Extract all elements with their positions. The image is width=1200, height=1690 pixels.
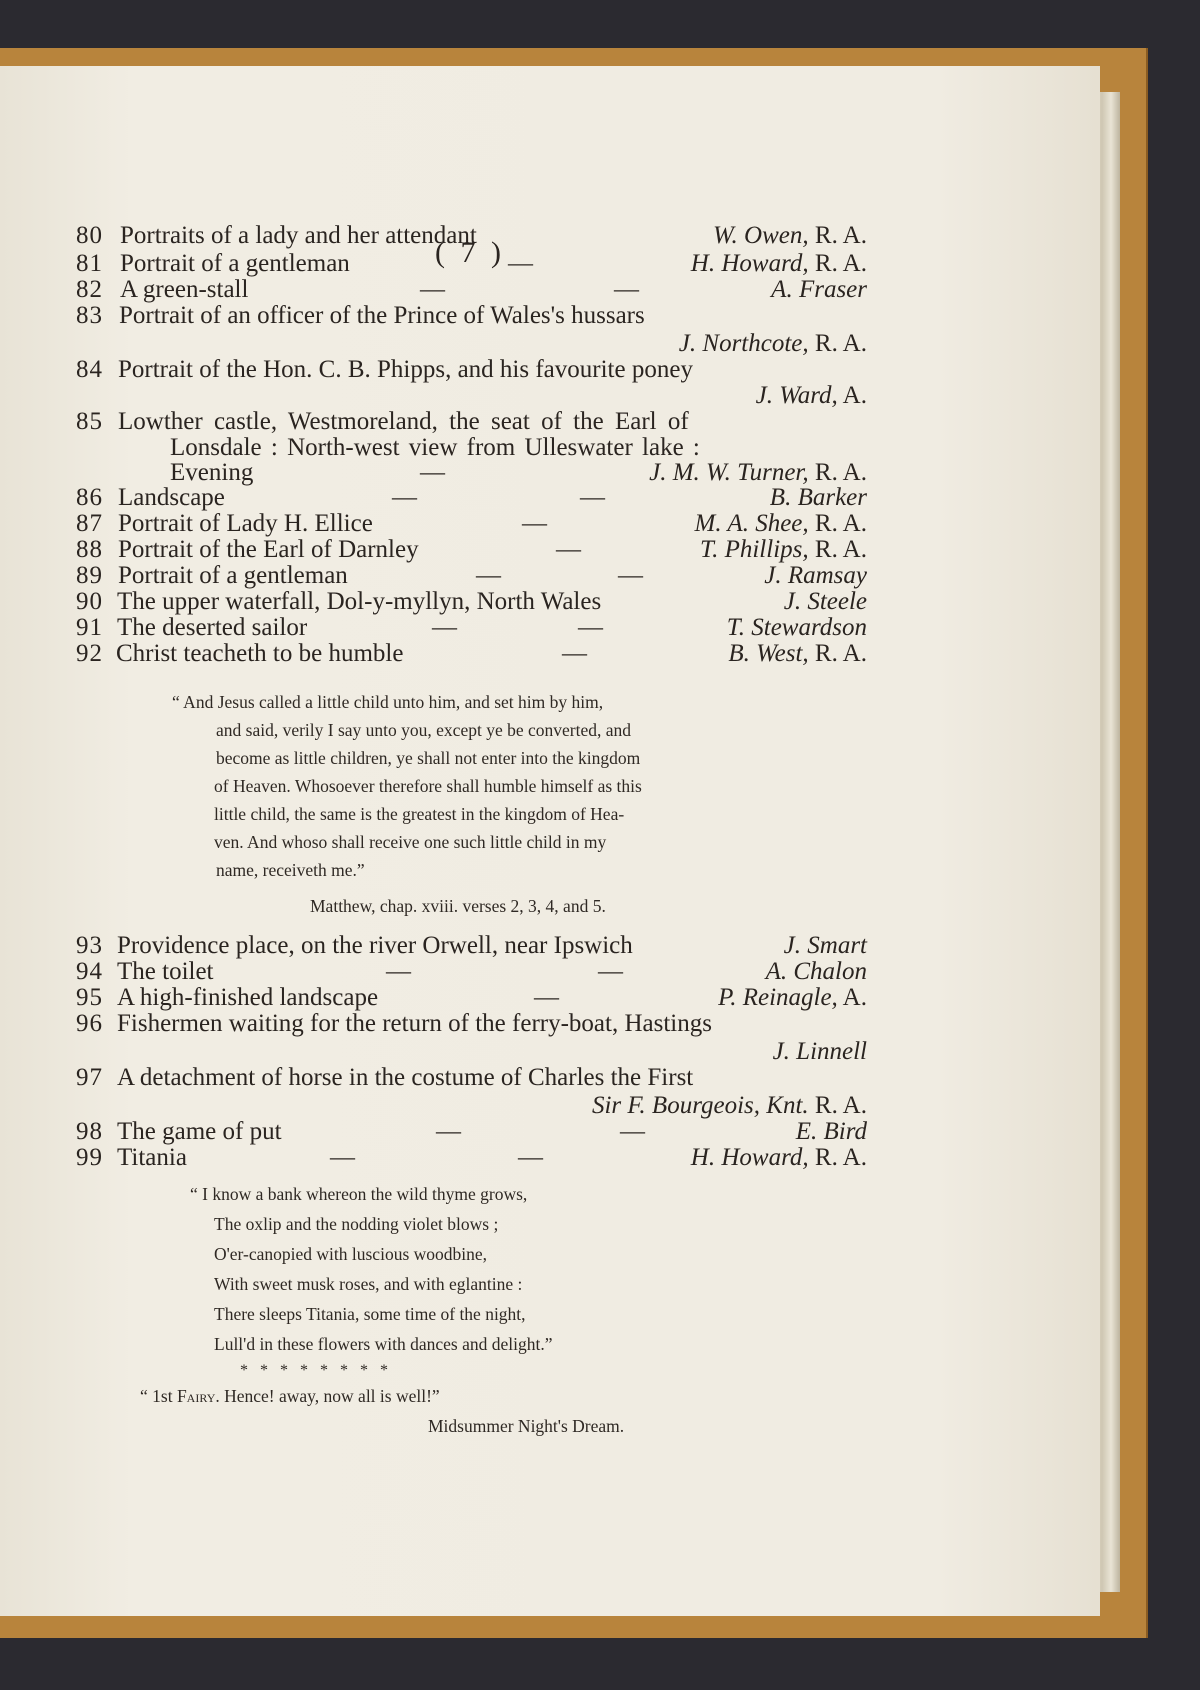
dash: — <box>556 536 581 563</box>
dash: — <box>578 614 603 641</box>
entry-number: 80 <box>76 222 103 249</box>
academy-rank: R. A. <box>808 459 867 486</box>
entry-title: The deserted sailor <box>117 614 308 641</box>
entry-artist <box>773 1038 867 1066</box>
entry-number: 83 <box>76 302 103 329</box>
academy-rank: R. A. <box>808 1092 867 1119</box>
entry-number: 96 <box>76 1010 103 1037</box>
entry-number: 82 <box>76 276 103 303</box>
catalogue-entry-93 <box>0 932 1100 960</box>
artist-name: P. Reinagle, <box>718 984 838 1011</box>
entry-number: 89 <box>76 562 103 589</box>
artist-name: J. Ramsay <box>764 562 867 589</box>
entry-number: 97 <box>76 1064 103 1091</box>
entry-title: A green-stall <box>120 276 249 303</box>
dash: — <box>518 1144 543 1171</box>
entry-artist <box>766 958 867 986</box>
fairy-text: Hence! away, now all is well!” <box>219 1386 440 1406</box>
entry-artist <box>718 984 867 1012</box>
dash: — <box>618 562 643 589</box>
artist-name: Sir F. Bourgeois, Knt. <box>591 1092 809 1119</box>
catalogue-entry-88 <box>0 536 1100 564</box>
artist-name: B. Barker <box>769 484 867 511</box>
entry-artist <box>770 484 867 512</box>
quote-line: and said, verily I say unto you, except ye be converted, and <box>216 720 632 740</box>
academy-rank: R. A. <box>808 1144 867 1171</box>
academy-rank: R. A. <box>808 510 867 537</box>
dash: — <box>562 640 587 667</box>
entry-title: Providence place, on the river Orwell, near Ipswich <box>117 932 633 959</box>
entry-artist <box>784 588 867 616</box>
dash: — <box>386 958 411 985</box>
entry-title: Fishermen waiting for the return of the ferry-boat, Hastings <box>117 1010 712 1037</box>
entry-number: 86 <box>76 484 103 511</box>
artist-name: J. Smart <box>783 932 867 959</box>
catalogue-entry-84 <box>0 356 1100 384</box>
entry-artist <box>727 614 867 642</box>
entry-artist <box>691 250 867 278</box>
artist-name: B. West, <box>728 640 809 667</box>
catalogue-entry-83 <box>0 302 1100 330</box>
artist-name: T. Phillips, <box>700 536 809 563</box>
entry-title-continued: Lonsdale : North-west view from Ulleswater lake : <box>170 434 700 461</box>
dash: — <box>476 562 501 589</box>
catalogue-entry-96-artist <box>0 1038 1100 1066</box>
quote-line: name, receiveth me.” <box>216 860 365 880</box>
dash: — <box>392 484 417 511</box>
page-number: ( 7 ) <box>435 236 505 269</box>
dash: — <box>614 276 639 303</box>
quote-line: “ And Jesus called a little child unto him, and set him by him, <box>172 692 604 712</box>
entry-number: 91 <box>76 614 103 641</box>
entry-number: 87 <box>76 510 103 537</box>
entry-artist <box>713 222 867 250</box>
dash: — <box>598 958 623 985</box>
entry-number: 94 <box>76 958 103 985</box>
artist-name: J. Steele <box>783 588 867 615</box>
dash: — <box>436 1118 461 1145</box>
academy-rank: A. <box>837 382 867 409</box>
academy-rank: R. A. <box>808 536 867 563</box>
academy-rank: R. A. <box>808 250 867 277</box>
entry-title: Portrait of an officer of the Prince of Wales's hussars <box>119 302 645 329</box>
entry-number: 85 <box>76 408 103 435</box>
entry-title: The upper waterfall, Dol-y-myllyn, North Wales <box>117 588 602 615</box>
academy-rank: R. A. <box>808 640 867 667</box>
entry-number: 81 <box>76 250 103 277</box>
quote-line: become as little children, ye shall not enter into the kingdom <box>216 748 641 768</box>
artist-name: T. Stewardson <box>726 614 867 641</box>
dash: — <box>620 1118 645 1145</box>
entry-artist <box>649 459 867 487</box>
quote-line: The oxlip and the nodding violet blows ; <box>214 1214 499 1234</box>
quote-line: O'er-canopied with luscious woodbine, <box>214 1244 488 1264</box>
catalogue-entry-95 <box>0 984 1100 1012</box>
entry-number: 98 <box>76 1118 103 1145</box>
entry-title: Christ teacheth to be humble <box>116 640 404 667</box>
artist-name: H. Howard, <box>690 1144 809 1171</box>
entry-number: 93 <box>76 932 103 959</box>
entry-title: Portrait of the Hon. C. B. Phipps, and his favourite poney <box>118 356 693 383</box>
entry-title: Titania <box>117 1144 187 1171</box>
entry-artist <box>592 1092 867 1120</box>
artist-name: M. A. Shee, <box>694 510 809 537</box>
catalogue-entry-86 <box>0 484 1100 512</box>
catalogue-entry-87 <box>0 510 1100 538</box>
quote-line: of Heaven. Whosoever therefore shall humble himself as this <box>214 776 642 796</box>
entry-title-continued: Evening <box>170 459 254 486</box>
catalogue-entry-98 <box>0 1118 1100 1146</box>
dash: — <box>522 510 547 537</box>
artist-name: E. Bird <box>795 1118 867 1145</box>
entry-number: 99 <box>76 1144 103 1171</box>
catalogue-entry-85-cont2 <box>0 459 1100 487</box>
quote-line: There sleeps Titania, some time of the night, <box>214 1304 526 1324</box>
asterism: * * * * * * * * <box>240 1362 388 1379</box>
catalogue-entry-94 <box>0 958 1100 986</box>
entry-number: 88 <box>76 536 103 563</box>
fairy-prefix: “ 1st <box>140 1386 177 1406</box>
quote-line: ven. And whoso shall receive one such little child in my <box>214 832 607 852</box>
entry-title: The game of put <box>117 1118 282 1145</box>
entry-title: Portraits of a lady and her attendant <box>120 222 477 249</box>
artist-name: W. Owen, <box>713 222 809 249</box>
entry-artist <box>756 382 867 410</box>
dash: — <box>432 614 457 641</box>
artist-name: J. Linnell <box>772 1038 867 1065</box>
academy-rank: R. A. <box>808 222 867 249</box>
entry-artist <box>771 276 867 304</box>
quote-line: With sweet musk roses, and with eglantine : <box>214 1274 523 1294</box>
dash: — <box>580 484 605 511</box>
quote-source: Matthew, chap. xviii. verses 2, 3, 4, and 5. <box>310 896 606 916</box>
dash: — <box>330 1144 355 1171</box>
artist-name: J. Ward, <box>755 382 838 409</box>
catalogue-entry-83-artist <box>0 330 1100 358</box>
academy-rank: R. A. <box>808 330 867 357</box>
catalogue-entry-90 <box>0 588 1100 616</box>
entry-title: Lowther castle, Westmoreland, the seat of the Earl of <box>118 408 689 435</box>
artist-name: A. Chalon <box>765 958 867 985</box>
catalogue-entry-97 <box>0 1064 1100 1092</box>
artist-name: A. Fraser <box>771 276 867 303</box>
entry-title: The toilet <box>117 958 214 985</box>
catalogue-entry-89 <box>0 562 1100 590</box>
entry-number: 92 <box>76 640 103 667</box>
catalogue-page <box>0 66 1100 1616</box>
academy-rank: A. <box>837 984 867 1011</box>
entry-title: Portrait of the Earl of Darnley <box>118 536 419 563</box>
entry-artist <box>728 640 867 668</box>
entry-artist <box>796 1118 867 1146</box>
dash: — <box>508 250 533 277</box>
catalogue-entry-97-artist <box>0 1092 1100 1120</box>
dash: — <box>420 276 445 303</box>
entry-title: Landscape <box>118 484 225 511</box>
catalogue-entry-85-cont <box>0 434 1100 462</box>
entry-number: 90 <box>76 588 103 615</box>
catalogue-entry-82 <box>0 276 1100 304</box>
dash: — <box>534 984 559 1011</box>
catalogue-entry-85 <box>0 408 1100 436</box>
dash: — <box>420 459 445 486</box>
entry-number: 95 <box>76 984 103 1011</box>
quote-line: little child, the same is the greatest in the kingdom of Hea- <box>214 804 625 824</box>
catalogue-entry-99 <box>0 1144 1100 1172</box>
artist-name: J. M. W. Turner, <box>649 459 809 486</box>
catalogue-entry-80 <box>0 222 1100 250</box>
quote-source: Midsummer Night's Dream. <box>428 1416 625 1436</box>
entry-artist <box>695 510 867 538</box>
fairy-speaker: Fairy. <box>176 1386 220 1406</box>
fairy-line <box>140 1386 440 1407</box>
entry-artist <box>784 932 867 960</box>
entry-artist <box>691 1144 867 1172</box>
entry-title: A detachment of horse in the costume of Charles the First <box>117 1064 694 1091</box>
catalogue-entry-91 <box>0 614 1100 642</box>
catalogue-entry-96 <box>0 1010 1100 1038</box>
entry-number: 84 <box>76 356 103 383</box>
artist-name: J. Northcote, <box>678 330 809 357</box>
entry-title: Portrait of a gentleman <box>120 250 350 277</box>
quote-line: “ I know a bank whereon the wild thyme grows, <box>190 1184 528 1204</box>
catalogue-entry-92 <box>0 640 1100 668</box>
entry-title: A high-finished landscape <box>117 984 379 1011</box>
artist-name: H. Howard, <box>690 250 809 277</box>
quote-line: Lull'd in these flowers with dances and delight.” <box>214 1334 553 1354</box>
entry-artist <box>764 562 867 590</box>
entry-artist <box>679 330 867 358</box>
entry-artist <box>700 536 867 564</box>
entry-title: Portrait of a gentleman <box>118 562 348 589</box>
entry-title: Portrait of Lady H. Ellice <box>118 510 373 537</box>
catalogue-entry-81 <box>0 250 1100 278</box>
catalogue-entry-84-artist <box>0 382 1100 410</box>
